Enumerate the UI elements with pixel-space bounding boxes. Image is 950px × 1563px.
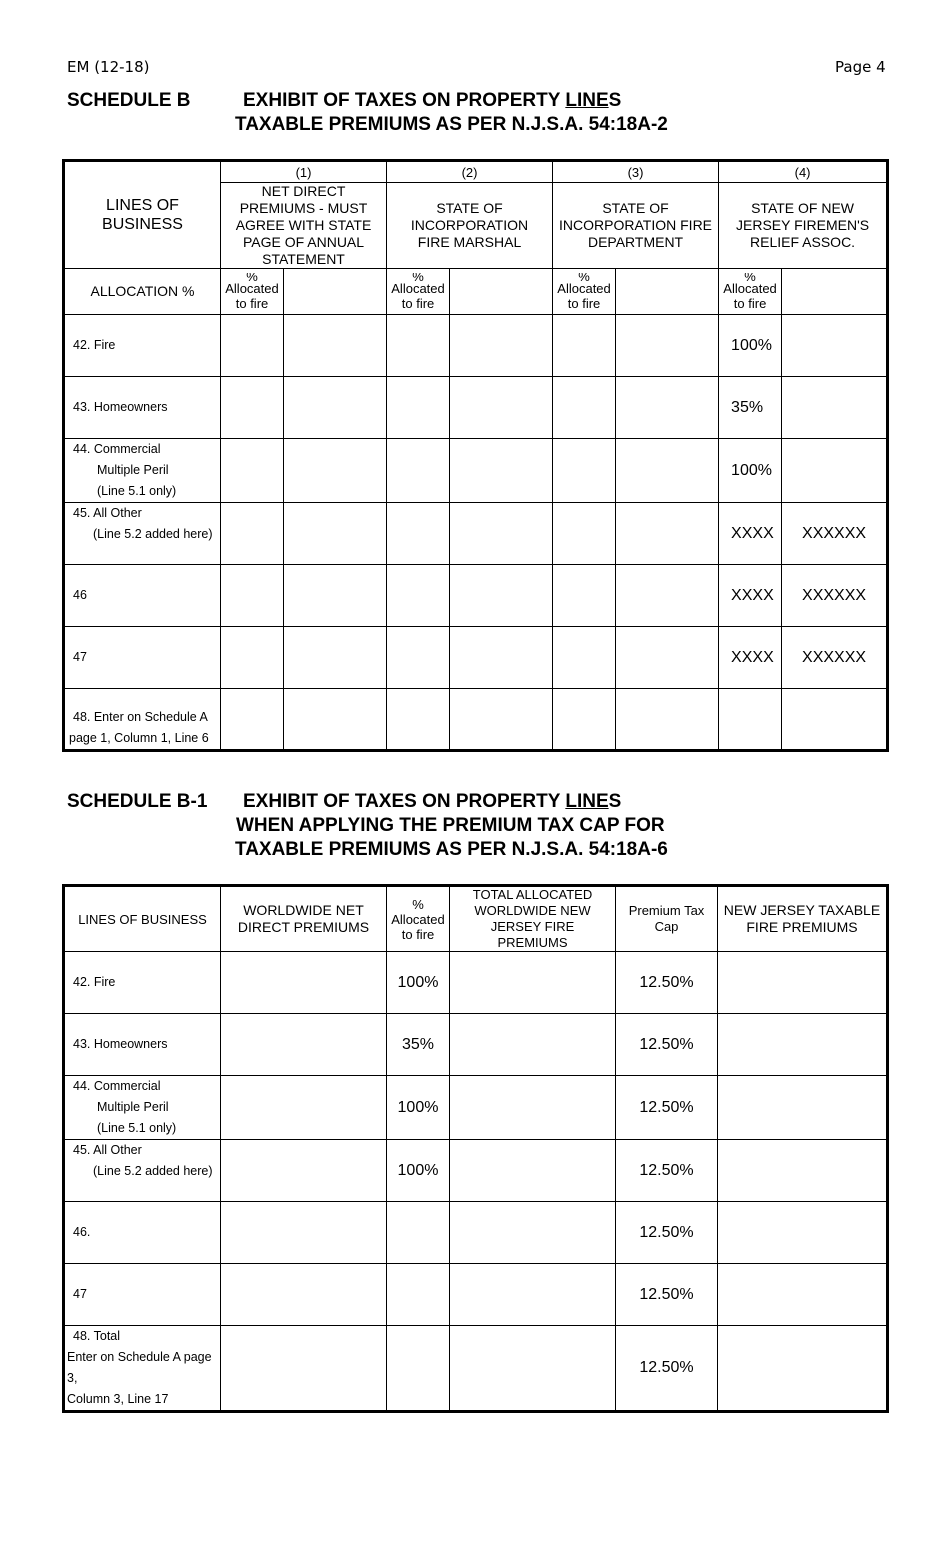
allocated-header-3: % Allocated to fire <box>553 269 616 315</box>
input-cell[interactable] <box>782 689 888 751</box>
table-row <box>64 1140 888 1202</box>
input-cell[interactable] <box>284 689 387 751</box>
table-row <box>64 315 888 377</box>
total-allocated-header: TOTAL ALLOCATED WORLDWIDE NEW JERSEY FIRE PREMIUMS <box>450 886 616 952</box>
input-cell[interactable] <box>387 377 450 439</box>
input-cell[interactable] <box>718 1076 888 1140</box>
row-label: 42. Fire <box>64 952 221 1014</box>
cap-value: 12.50% <box>616 1326 718 1412</box>
input-cell[interactable] <box>616 503 719 565</box>
cap-value: 12.50% <box>616 1014 718 1076</box>
input-cell[interactable] <box>718 1264 888 1326</box>
row-label: 47 <box>64 627 221 689</box>
lines-of-business-header: LINES OF BUSINESS <box>64 886 221 952</box>
input-cell[interactable] <box>616 439 719 503</box>
alloc-value[interactable] <box>387 1202 450 1264</box>
alloc-47-value: XXXX <box>719 627 782 689</box>
input-cell[interactable] <box>718 1140 888 1202</box>
input-cell[interactable] <box>221 503 284 565</box>
worldwide-premiums-header: WORLDWIDE NET DIRECT PREMIUMS <box>221 886 387 952</box>
allocation-value-3[interactable] <box>616 269 719 315</box>
input-cell[interactable] <box>387 503 450 565</box>
input-cell[interactable] <box>553 315 616 377</box>
allocation-value-1[interactable] <box>284 269 387 315</box>
cap-value: 12.50% <box>616 1076 718 1140</box>
input-cell[interactable] <box>553 565 616 627</box>
table-row <box>64 503 888 565</box>
row-label: 44. Commercial Multiple Peril (Line 5.1 only) <box>64 439 221 503</box>
col-number-2: (2) <box>387 161 553 183</box>
input-cell[interactable] <box>221 689 284 751</box>
table-row <box>64 439 888 503</box>
input-cell[interactable] <box>719 689 782 751</box>
table-row <box>64 1014 888 1076</box>
allocated-header-4: % Allocated to fire <box>719 269 782 315</box>
input-cell[interactable] <box>221 1202 387 1264</box>
input-cell[interactable] <box>616 627 719 689</box>
net-direct-premiums-header: NET DIRECT PREMIUMS - MUST AGREE WITH STATE PAGE OF ANNUAL STATEMENT <box>221 183 387 269</box>
input-cell[interactable] <box>616 315 719 377</box>
table-row <box>64 627 888 689</box>
input-cell[interactable] <box>387 439 450 503</box>
input-cell[interactable] <box>284 377 387 439</box>
input-cell[interactable] <box>221 1140 387 1202</box>
input-cell[interactable] <box>450 689 553 751</box>
alloc-homeowners-value: 35% <box>719 377 782 439</box>
schedule-b1-title: EXHIBIT OF TAXES ON PROPERTY LINES <box>243 791 622 812</box>
col-number-3: (3) <box>553 161 719 183</box>
input-cell[interactable] <box>450 1014 616 1076</box>
input-cell[interactable] <box>718 1014 888 1076</box>
alloc-46-value: XXXX <box>719 565 782 627</box>
input-cell[interactable] <box>387 689 450 751</box>
input-cell[interactable] <box>718 1326 888 1412</box>
input-cell[interactable] <box>221 377 284 439</box>
allocation-label: ALLOCATION % <box>64 269 221 315</box>
table-row <box>64 689 888 751</box>
input-cell[interactable] <box>387 627 450 689</box>
xxxxxx-value: XXXXXX <box>782 503 888 565</box>
input-cell[interactable] <box>221 315 284 377</box>
input-cell[interactable] <box>284 315 387 377</box>
lines-of-business-header: LINES OF BUSINESS <box>64 161 221 269</box>
schedule-b1-subtitle-2: TAXABLE PREMIUMS AS PER N.J.S.A. 54:18A-6 <box>235 839 668 860</box>
row-label: 47 <box>64 1264 221 1326</box>
input-cell[interactable] <box>553 689 616 751</box>
allocated-header-2: % Allocated to fire <box>387 269 450 315</box>
input-cell[interactable] <box>782 315 888 377</box>
input-cell[interactable] <box>221 439 284 503</box>
col-number-4: (4) <box>719 161 888 183</box>
input-cell[interactable] <box>450 439 553 503</box>
cap-value: 12.50% <box>616 1264 718 1326</box>
schedule-b-table <box>62 159 889 752</box>
input-cell[interactable] <box>450 952 616 1014</box>
allocation-value-2[interactable] <box>450 269 553 315</box>
nj-taxable-header: NEW JERSEY TAXABLE FIRE PREMIUMS <box>718 886 888 952</box>
input-cell[interactable] <box>450 315 553 377</box>
row-label: 46 <box>64 565 221 627</box>
table-row <box>64 1326 888 1412</box>
row-label: 44. Commercial Multiple Peril (Line 5.1 only) <box>64 1076 221 1140</box>
allocation-value-4[interactable] <box>782 269 888 315</box>
input-cell[interactable] <box>450 1202 616 1264</box>
row-label: 45. All Other (Line 5.2 added here) <box>64 1140 221 1202</box>
input-cell[interactable] <box>782 377 888 439</box>
input-cell[interactable] <box>553 503 616 565</box>
alloc-value[interactable] <box>387 1264 450 1326</box>
row-label: 42. Fire <box>64 315 221 377</box>
row-label: 48. Total Enter on Schedule A page 3, Column 3, Line 17 <box>64 1326 221 1412</box>
input-cell[interactable] <box>221 1014 387 1076</box>
cap-value: 12.50% <box>616 952 718 1014</box>
input-cell[interactable] <box>387 315 450 377</box>
alloc-value[interactable] <box>387 1326 450 1412</box>
row-label: 45. All Other (Line 5.2 added here) <box>64 503 221 565</box>
input-cell[interactable] <box>616 689 719 751</box>
input-cell[interactable] <box>450 1140 616 1202</box>
table-row <box>64 565 888 627</box>
allocated-header: % Allocated to fire <box>387 886 450 952</box>
fire-marshal-header: STATE OF INCORPORATION FIRE MARSHAL <box>387 183 553 269</box>
fire-department-header: STATE OF INCORPORATION FIRE DEPARTMENT <box>553 183 719 269</box>
row-label: 43. Homeowners <box>64 1014 221 1076</box>
form-code: EM (12-18) <box>67 58 150 76</box>
allocated-header-1: % Allocated to fire <box>221 269 284 315</box>
input-cell[interactable] <box>718 1202 888 1264</box>
input-cell[interactable] <box>387 565 450 627</box>
page-number: Page 4 <box>835 58 886 76</box>
alloc-value: 100% <box>387 1140 450 1202</box>
alloc-fire-value: 100% <box>719 315 782 377</box>
xxxxxx-value: XXXXXX <box>782 565 888 627</box>
input-cell[interactable] <box>450 503 553 565</box>
premium-tax-cap-header: Premium Tax Cap <box>616 886 718 952</box>
schedule-b-subtitle: TAXABLE PREMIUMS AS PER N.J.S.A. 54:18A-2 <box>235 114 668 135</box>
table-row <box>64 377 888 439</box>
input-cell[interactable] <box>221 952 387 1014</box>
schedule-b1-table <box>62 884 889 1413</box>
table-row <box>64 1202 888 1264</box>
input-cell[interactable] <box>221 1264 387 1326</box>
row-label: 48. Enter on Schedule A page 1, Column 1, Line 6 <box>64 689 221 751</box>
input-cell[interactable] <box>450 1326 616 1412</box>
input-cell[interactable] <box>553 627 616 689</box>
cap-value: 12.50% <box>616 1202 718 1264</box>
alloc-value: 100% <box>387 952 450 1014</box>
table-row <box>64 1076 888 1140</box>
input-cell[interactable] <box>718 952 888 1014</box>
table-row <box>64 1264 888 1326</box>
input-cell[interactable] <box>221 1326 387 1412</box>
input-cell[interactable] <box>284 565 387 627</box>
schedule-b1-label: SCHEDULE B-1 <box>67 791 208 812</box>
input-cell[interactable] <box>450 565 553 627</box>
row-label: 46. <box>64 1202 221 1264</box>
input-cell[interactable] <box>284 627 387 689</box>
input-cell[interactable] <box>553 377 616 439</box>
input-cell[interactable] <box>221 565 284 627</box>
alloc-value: 35% <box>387 1014 450 1076</box>
alloc-all-other-value: XXXX <box>719 503 782 565</box>
table-row <box>64 952 888 1014</box>
input-cell[interactable] <box>450 627 553 689</box>
row-label: 43. Homeowners <box>64 377 221 439</box>
xxxxxx-value: XXXXXX <box>782 627 888 689</box>
input-cell[interactable] <box>284 503 387 565</box>
input-cell[interactable] <box>553 439 616 503</box>
schedule-b-label: SCHEDULE B <box>67 90 191 111</box>
col-number-1: (1) <box>221 161 387 183</box>
input-cell[interactable] <box>616 565 719 627</box>
input-cell[interactable] <box>782 439 888 503</box>
input-cell[interactable] <box>450 377 553 439</box>
schedule-b1-subtitle-1: WHEN APPLYING THE PREMIUM TAX CAP FOR <box>236 815 665 836</box>
input-cell[interactable] <box>284 439 387 503</box>
alloc-value: 100% <box>387 1076 450 1140</box>
schedule-b-title: EXHIBIT OF TAXES ON PROPERTY LINES <box>243 90 622 111</box>
input-cell[interactable] <box>221 1076 387 1140</box>
cap-value: 12.50% <box>616 1140 718 1202</box>
input-cell[interactable] <box>450 1076 616 1140</box>
input-cell[interactable] <box>221 627 284 689</box>
nj-firemens-relief-header: STATE OF NEW JERSEY FIREMEN'S RELIEF ASSOC. <box>719 183 888 269</box>
input-cell[interactable] <box>616 377 719 439</box>
input-cell[interactable] <box>450 1264 616 1326</box>
alloc-commercial-value: 100% <box>719 439 782 503</box>
